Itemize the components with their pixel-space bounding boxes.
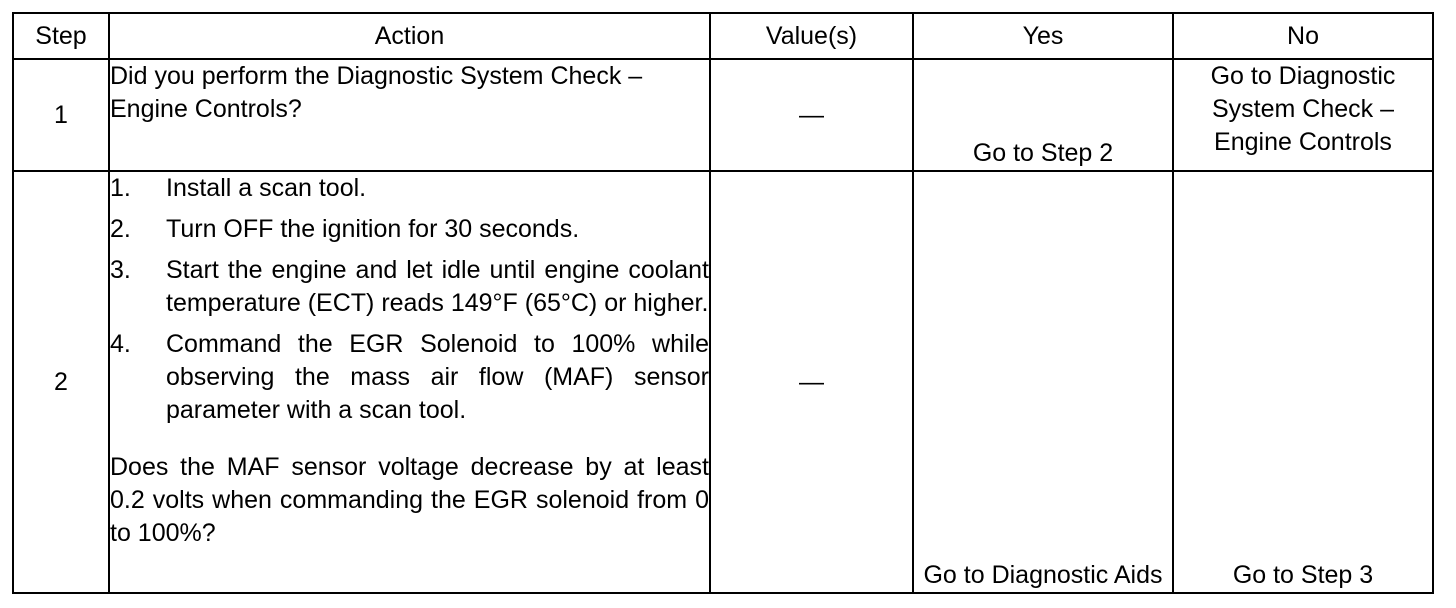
- action-question: Does the MAF sensor voltage decrease by at least 0.2 volts when commanding the EGR solenoid from 0 to 100%?: [110, 453, 709, 547]
- instruction-item: [110, 172, 709, 205]
- yes-result: Go to Diagnostic Aids: [913, 171, 1173, 593]
- value-dash: —: [799, 100, 824, 129]
- header-yes: Yes: [913, 13, 1173, 59]
- instruction-number: 2.: [110, 215, 131, 243]
- no-result: Go to Step 3: [1173, 171, 1433, 593]
- header-row: [13, 13, 1433, 59]
- value-dash: —: [799, 367, 824, 396]
- action-question: Did you perform the Diagnostic System Check – Engine Controls?: [110, 62, 643, 123]
- instruction-item: [110, 213, 709, 246]
- instruction-text: Start the engine and let idle until engine coolant temperature (ECT) reads 149°F (65°C) or higher.: [166, 256, 709, 317]
- step-number: 1: [13, 59, 109, 171]
- step-number: 2: [13, 171, 109, 593]
- table-row: [13, 59, 1433, 171]
- instruction-number: 4.: [110, 330, 131, 358]
- header-action: Action: [109, 13, 710, 59]
- instruction-number: 1.: [110, 174, 131, 202]
- no-result: Go to Diagnostic System Check – Engine Controls: [1173, 59, 1433, 171]
- header-step: Step: [13, 13, 109, 59]
- header-values: Value(s): [710, 13, 913, 59]
- value-cell: [710, 171, 913, 593]
- header-no: No: [1173, 13, 1433, 59]
- instruction-item: [110, 328, 709, 427]
- diagnostic-table: [12, 12, 1434, 594]
- instruction-text: Turn OFF the ignition for 30 seconds.: [166, 215, 580, 243]
- instruction-item: [110, 254, 709, 320]
- instruction-text: Command the EGR Solenoid to 100% while observing the mass air flow (MAF) sensor parameter with a scan tool.: [166, 330, 709, 424]
- yes-result: Go to Step 2: [913, 59, 1173, 171]
- table-row: [13, 171, 1433, 593]
- value-cell: [710, 59, 913, 171]
- action-cell: [109, 171, 710, 593]
- instruction-number: 3.: [110, 256, 131, 284]
- action-cell: [109, 59, 710, 171]
- instruction-text: Install a scan tool.: [166, 174, 367, 202]
- instruction-list: [110, 172, 709, 427]
